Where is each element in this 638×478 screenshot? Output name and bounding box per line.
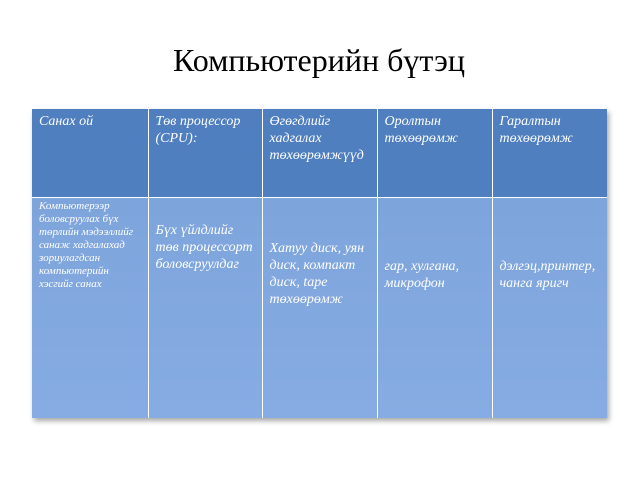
cell-output-devices-text: дэлгэц,принтер, чанга яригч — [499, 259, 596, 291]
header-memory: Санах ой — [32, 109, 148, 198]
cell-storage — [262, 198, 377, 419]
cell-memory-text: Компьютерээр боловсруулах бүх төрлийн мэдээллийг санаж хадгалахад зориулагдсан компьютерийн хэсгийг санах — [39, 200, 133, 290]
cell-cpu — [148, 198, 262, 419]
cell-input-devices — [377, 198, 492, 419]
header-output-devices: Гаралтын төхөөрөмж — [492, 109, 607, 198]
cell-output-devices — [492, 198, 607, 419]
cell-cpu-text: Бүх үйлдлийг төв процессорт боловсруулдаг — [155, 223, 253, 272]
component-table — [32, 109, 607, 418]
cell-memory — [32, 198, 148, 419]
header-storage: Өгөгдлийг хадгалах төхөөрөмжүүд — [262, 109, 377, 198]
component-table-wrapper — [32, 109, 607, 418]
slide-title: Компьютерийн бүтэц — [172, 42, 466, 78]
table-row — [32, 198, 607, 419]
table-header-row — [32, 109, 607, 198]
header-input-devices: Оролтын төхөөрөмж — [377, 109, 492, 198]
cell-storage-text: Хатуу диск, уян диск, компакт диск, tape төхөөрөмж — [269, 241, 365, 307]
header-cpu: Төв процессор (CPU): — [148, 109, 262, 198]
cell-input-devices-text: гар, хулгана, микрофон — [384, 259, 460, 291]
